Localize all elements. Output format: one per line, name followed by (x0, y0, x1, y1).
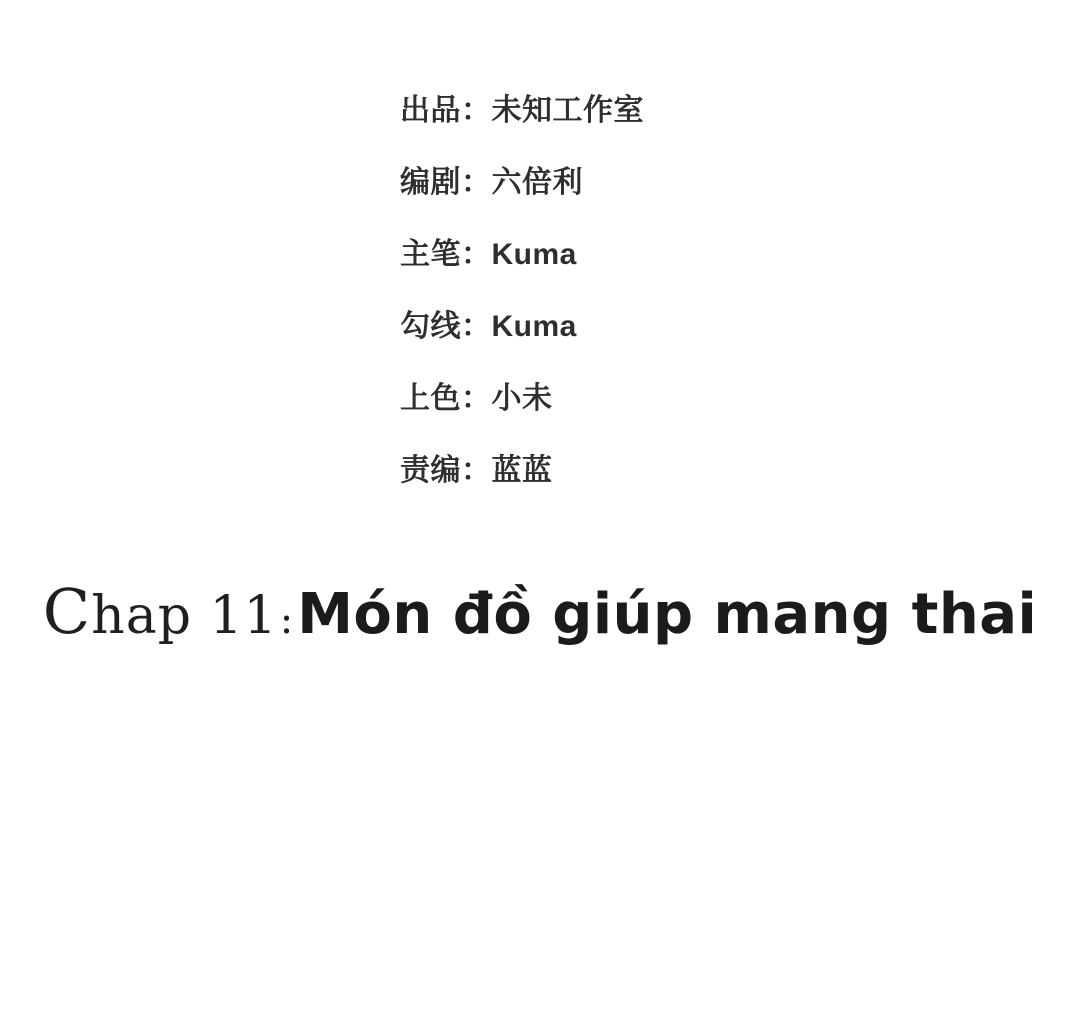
credit-role-writer: 编剧： (400, 166, 492, 199)
credit-row-writer (400, 168, 583, 198)
credit-value-color: 小未 (491, 382, 553, 415)
chapter-prefix-initial: C (42, 575, 92, 648)
credit-row-lead-artist (400, 240, 577, 270)
chapter-title: Món đồ giúp mang thai (297, 582, 1038, 647)
chapter-heading (0, 575, 1080, 648)
credit-value-producer: 未知工作室 (491, 94, 644, 127)
credit-value-writer: 六倍利 (491, 166, 583, 199)
credit-role-color: 上色： (400, 382, 492, 415)
credit-role-editor: 责编： (400, 454, 492, 487)
credit-role-line-art: 勾线： (400, 310, 492, 343)
credit-row-line-art (400, 312, 577, 342)
credit-role-lead-artist: 主笔： (400, 238, 492, 271)
credits-block (0, 96, 1080, 528)
chapter-prefix (43, 575, 278, 648)
chapter-prefix-rest: hap 11 (91, 586, 278, 646)
chapter-separator: : (279, 597, 294, 643)
credit-row-producer (400, 96, 644, 126)
credit-row-color (400, 384, 553, 414)
credit-value-lead-artist: Kuma (491, 238, 577, 271)
credit-row-editor (400, 456, 553, 486)
credit-role-producer: 出品： (400, 94, 492, 127)
credit-value-line-art: Kuma (491, 310, 577, 343)
credit-value-editor: 蓝蓝 (491, 454, 553, 487)
